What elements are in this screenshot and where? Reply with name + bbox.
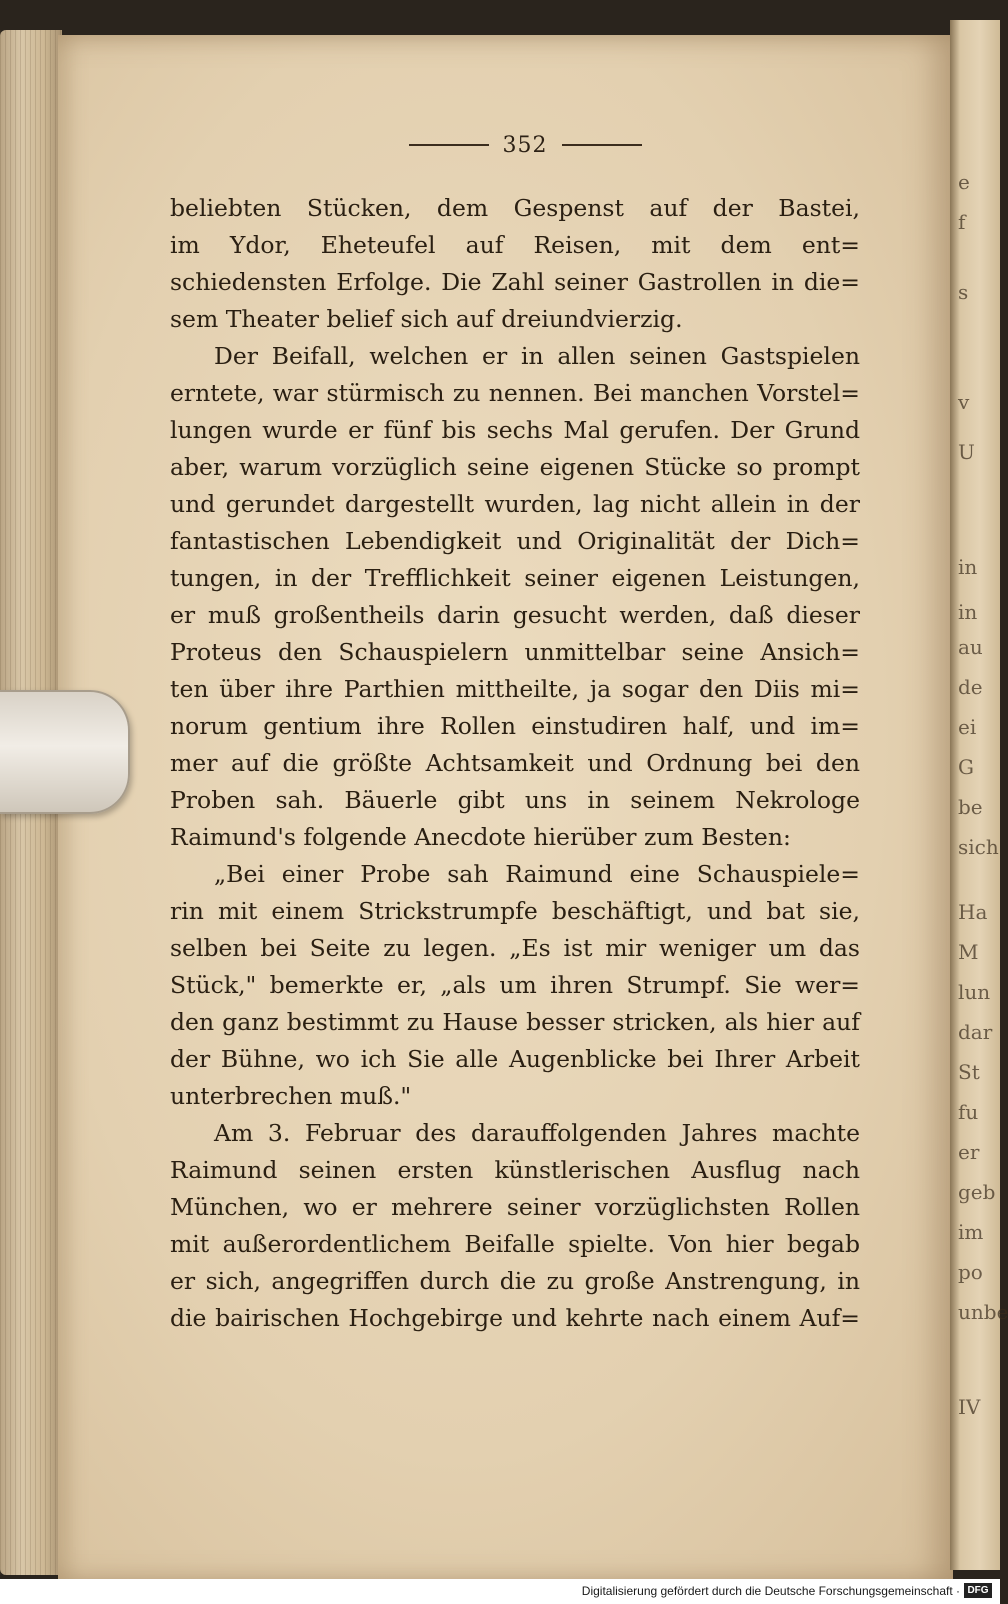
next-page-fragment: M [958, 940, 979, 964]
page-number: 352 [502, 132, 548, 158]
text-line: „Bei einer Probe sah Raimund eine Schauspiele= [214, 860, 860, 888]
text-line: er sich, angegriffen durch die zu große Anstrengung, in [170, 1267, 860, 1295]
bookmark-ribbon [0, 690, 130, 814]
text-line: im Ydor, Eheteufel auf Reisen, mit dem ent= [170, 231, 860, 259]
text-line: selben bei Seite zu legen. „Es ist mir weniger um das [170, 934, 860, 962]
next-page-fragment: im [958, 1220, 984, 1244]
text-line: schiedensten Erfolge. Die Zahl seiner Gastrollen in die= [170, 268, 860, 296]
text-line: er muß großentheils darin gesucht werden, daß dieser [170, 601, 860, 629]
next-page-fragment: au [958, 635, 983, 659]
text-line: Stück," bemerkte er, „als um ihren Strumpf. Sie wer= [170, 971, 860, 999]
next-page-fragment: IV [958, 1395, 981, 1419]
body-text [170, 190, 860, 1337]
text-line: Raimund's folgende Anecdote hierüber zum Besten: [170, 823, 791, 851]
next-page-fragment: er [958, 1140, 980, 1164]
text-line: beliebten Stücken, dem Gespenst auf der Bastei, [170, 194, 860, 222]
text-line: fantastischen Lebendigkeit und Originalität der Dich= [170, 527, 860, 555]
next-page-fragment: sich [958, 835, 999, 859]
text-line: sem Theater belief sich auf dreiundvierzig. [170, 305, 683, 333]
text-line: ten über ihre Parthien mittheilte, ja sogar den Diis mi= [170, 675, 860, 703]
text-line: Raimund seinen ersten künstlerischen Ausflug nach [170, 1156, 860, 1184]
text-line: München, wo er mehrere seiner vorzüglichsten Rollen [170, 1193, 860, 1221]
next-page-fragment: v [958, 390, 970, 414]
next-page-edge [950, 20, 1008, 1570]
text-line: lungen wurde er fünf bis sechs Mal gerufen. Der Grund [170, 416, 860, 444]
text-line: unterbrechen muß." [170, 1082, 412, 1110]
next-page-fragment: in [958, 555, 978, 579]
text-line: die bairischen Hochgebirge und kehrte nach einem Auf= [170, 1304, 860, 1332]
next-page-fragment: s [958, 280, 969, 304]
text-line: der Bühne, wo ich Sie alle Augenblicke bei Ihrer Arbeit [170, 1045, 860, 1073]
dfg-logo: DFG [964, 1583, 992, 1598]
text-line: rin mit einem Strickstrumpfe beschäftigt, und bat sie, [170, 897, 860, 925]
next-page-fragment: ei [958, 715, 977, 739]
text-line: aber, warum vorzüglich seine eigenen Stücke so prompt [170, 453, 860, 481]
next-page-fragment: po [958, 1260, 983, 1284]
footer-credit: Digitalisierung gefördert durch die Deutsche Forschungsgemeinschaft · [581, 1584, 960, 1598]
text-line: und gerundet dargestellt wurden, lag nicht allein in der [170, 490, 860, 518]
next-page-fragment: f [958, 210, 966, 234]
text-line: tungen, in der Trefflichkeit seiner eigenen Leistungen, [170, 564, 860, 592]
text-line: Proteus den Schauspielern unmittelbar seine Ansich= [170, 638, 860, 666]
next-page-fragment: be [958, 795, 983, 819]
text-line: Proben sah. Bäuerle gibt uns in seinem Nekrologe [170, 786, 860, 814]
next-page-fragment: in [958, 600, 978, 624]
next-page-fragment: de [958, 675, 983, 699]
next-page-fragment: St [958, 1060, 980, 1084]
header-rule-left [409, 144, 489, 146]
next-page-fragment: lun [958, 980, 991, 1004]
text-line: Am 3. Februar des darauffolgenden Jahres machte [214, 1119, 860, 1147]
page-header [405, 130, 645, 160]
text-line: mer auf die größte Achtsamkeit und Ordnung bei den [170, 749, 860, 777]
next-page-fragment: Ha [958, 900, 988, 924]
next-page-fragment: dar [958, 1020, 993, 1044]
next-page-fragment: geb [958, 1180, 996, 1204]
text-line: Der Beifall, welchen er in allen seinen Gastspielen [214, 342, 860, 370]
next-page-fragment: U [958, 440, 975, 464]
next-page-fragment: unbe [958, 1300, 1008, 1324]
header-rule-right [562, 144, 642, 146]
next-page-fragment: e [958, 170, 970, 194]
text-line: erntete, war stürmisch zu nennen. Bei manchen Vorstel= [170, 379, 860, 407]
text-line: den ganz bestimmt zu Hause besser stricken, als hier auf [170, 1008, 860, 1036]
next-page-fragment: fu [958, 1100, 979, 1124]
text-line: norum gentium ihre Rollen einstudiren half, und im= [170, 712, 860, 740]
next-page-fragment: G [958, 755, 974, 779]
digitization-footer [0, 1579, 1000, 1604]
text-line: mit außerordentlichem Beifalle spielte. Von hier begab [170, 1230, 860, 1258]
